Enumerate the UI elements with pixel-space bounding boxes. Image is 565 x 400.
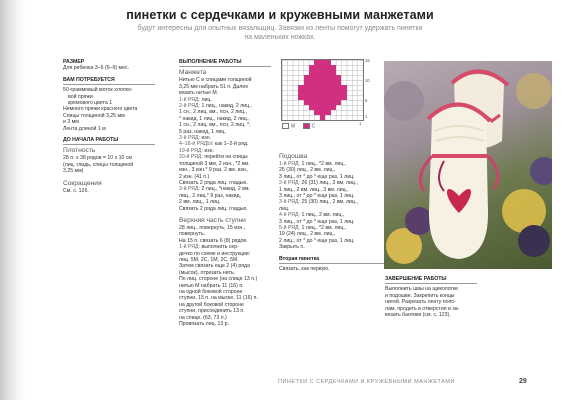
divider (63, 84, 155, 85)
work-heading: ВЫПОЛНЕНИЕ РАБОТЫ (179, 59, 242, 65)
upper-line: на одной боковой стороне (179, 289, 243, 295)
cuff-line: 2-й РЯД: 1 лиц., накид, 2 лиц., (179, 103, 252, 110)
chart-cell (320, 115, 325, 120)
upper-line: На 15 п. связать 6 (8) рядов. (179, 237, 248, 244)
divider (63, 144, 155, 145)
cuff-line: Нитью С и спицами толщиной (179, 77, 252, 84)
abbr-text: См. с. 126. (63, 187, 89, 194)
sole-line: 2-й РЯД: 26 (31) лиц., 2 вм. лиц., (279, 180, 358, 187)
page-subtitle (115, 24, 445, 42)
sole-title: Подошва (279, 153, 308, 160)
cuff-line: 1 сн., 2 лиц. вм., псн, 2 лиц., (179, 109, 248, 116)
cuff-line: 3-й РЯД: 2 лиц., *накид, 2 вм. (179, 186, 250, 193)
divider (385, 283, 477, 284)
sole-line: 25 (30) лиц., 2 вм. лиц., (279, 167, 336, 174)
finish-instructions (385, 286, 545, 318)
cuff-line: 1-й РЯД: лиц. (179, 96, 212, 103)
page-gutter (0, 0, 26, 400)
cuff-line: 2 изн. (41 п.) (179, 173, 210, 180)
heart-chart (281, 59, 364, 121)
materials-line: Немного пряжи красного цвета (63, 106, 138, 113)
density-line: 3,25 мм) (63, 168, 84, 175)
cuff-line: Связать 2 ряда лиц. гладью. (179, 179, 248, 186)
chart-legend (282, 123, 315, 129)
sole-line: 2 лиц., от * до * еще раз, 1 лиц. (279, 237, 355, 244)
chart-cell (341, 95, 346, 100)
upper-line: ступни, присоединить 13 п. (179, 308, 245, 315)
cuff-line: лиц., 2 лиц.* 9 раз, накид, (179, 192, 242, 199)
subtitle-line: на маленьких ножках. (244, 34, 316, 41)
finish-line: нитей. Разрезать ленту попо- (385, 299, 456, 306)
materials-line: вой пряжи (68, 93, 93, 100)
upper-line: дечко по схеме и инструкции: (179, 250, 251, 257)
column-instructions (179, 59, 275, 327)
legend-label-c: С (311, 123, 316, 130)
finish-line: вязать бантики (см. с. 123). (385, 312, 451, 319)
divider (279, 263, 399, 264)
upper-line: на другой боковой стороне (179, 301, 244, 308)
sole-line: 5-й РЯД: 1 лиц., *2 вм. лиц., (279, 225, 347, 232)
chart-cell (325, 110, 330, 115)
page-number: 29 (519, 378, 527, 385)
chart-cell (336, 100, 341, 105)
divider (179, 66, 271, 67)
second-bootie-text: Связать, как первую. (279, 266, 330, 273)
legend-swatch-m (282, 123, 289, 129)
sole-line: 1-й РЯД: 1 лиц., *2 вм. лиц., (279, 161, 347, 167)
column-size-materials (63, 59, 161, 194)
booties-photo (384, 61, 552, 269)
size-heading: РАЗМЕР (63, 59, 85, 65)
cuff-line: 5 раз, накид, 1 лиц. (179, 128, 226, 135)
footer-title: ПИНЕТКИ С СЕРДЕЧКАМИ И КРУЖЕВНЫМИ МАНЖЕТАМИ (278, 379, 455, 385)
cuff-line: * накид, 1 лиц., накид, 2 лиц., (179, 115, 250, 122)
booties-illustration (384, 61, 552, 269)
upper-line: По лиц. стороне (на спице 13 п.) (179, 276, 258, 283)
finish-line: лам, продеть в отверстия и за- (385, 305, 460, 312)
upper-title: Верхняя часть ступни (179, 216, 246, 224)
sole-instructions (279, 161, 379, 251)
sole-line: 3 лиц., от * до * еще раз, 1 лиц. (279, 193, 355, 200)
upper-line: повернуть. (179, 231, 206, 238)
cuff-instructions (179, 77, 275, 212)
sole-line: 1 лиц., 2 вм. лиц., 3 вм. лиц., (279, 186, 349, 193)
sole-line: 19 (24) лиц., 2 вм. лиц., (279, 231, 336, 238)
materials-line: Спицы толщиной 3,25 мм (63, 112, 125, 119)
column-finishing (385, 276, 545, 318)
cuff-line: толщиной 3 мм, 2 изн., *2 вм. (179, 160, 250, 167)
finish-line: и подошве. Закрепить концы (385, 292, 455, 299)
upper-line: Затем связать еще 2 (4) ряда (179, 263, 250, 270)
density-line: 28 п. х 38 рядов = 10 х 10 см (63, 155, 132, 162)
subtitle-line: будут интересны для опытных вязальщиц. Завязки из ленты помогут удержать пинетки (137, 25, 423, 32)
sole-line: Закрыть п. (279, 244, 305, 251)
legend-label-m: М (291, 123, 296, 130)
sole-line: 3 лиц., от * до * еще раз, 1 лиц. (279, 218, 355, 225)
cuff-line: 3,25 мм набрать 51 п. Далее (179, 83, 249, 90)
legend-swatch-c (303, 123, 310, 129)
upper-line: Провязать лиц. 13 р. (179, 321, 229, 328)
chart-row-label: 10 (365, 78, 370, 83)
materials-line: Лента длиной 1 м (63, 125, 106, 132)
sole-line: 3 лиц., от * до * еще раз, 1 лиц. (279, 173, 355, 180)
cuff-line: 1 сн., 2 лиц. вм., псн, 2 лиц. *; (179, 122, 251, 129)
cuff-line: изн., 3 изн.* 9 раз, 2 вм. изн., (179, 167, 249, 174)
second-bootie-title: Вторая пинетка (279, 255, 320, 262)
materials-line: 50-граммовый моток хлопко- (63, 87, 133, 94)
chart-col-label: 1 (359, 121, 362, 126)
upper-line: на спице. (63, 73 п.) (179, 314, 227, 321)
cuff-line: Связать 2 ряда лиц. гладью. (179, 205, 248, 212)
density-line: (лиц. гладь, спицы толщиной (63, 161, 134, 168)
abbr-title: Сокращения (63, 179, 102, 187)
finish-line: Выполнить швы на щиколотке (385, 286, 459, 293)
upper-line: 1-й РЯД: выполнить сер- (179, 244, 239, 251)
chart-cell (331, 105, 336, 110)
upper-line: 28 лиц., повернуть, 15 изн., (179, 224, 246, 231)
materials-heading: ВАМ ПОТРЕБУЕТСЯ (63, 76, 115, 83)
chart-row-label: 15 (365, 58, 370, 63)
chart-row-label: 5 (365, 98, 368, 103)
upper-line: (мысок), отрезать нить. (179, 269, 236, 276)
materials-line: и 3 мм (63, 119, 79, 126)
sole-line: лиц. (279, 205, 290, 212)
materials-line: кремового цвета 1 (68, 100, 113, 107)
density-title: Плотность (63, 147, 96, 155)
sole-line: 4-й РЯД: 1 лиц., 2 вм. лиц., (279, 212, 345, 219)
upper-instructions (179, 225, 275, 328)
cuff-title: Манжета (179, 69, 207, 77)
cuff-line: 3-й РЯД: изн. (179, 135, 212, 142)
column-sole (279, 151, 379, 273)
sole-line: 3-й РЯД: 25 (30) лиц., 2 вм. лиц., (279, 199, 358, 206)
before-heading: ДО НАЧАЛА РАБОТЫ (63, 137, 119, 144)
page-title: пинетки с сердечками и кружевными манжетами (126, 8, 434, 22)
size-text: Для ребенка 3–6 (6–9) мес. (63, 65, 130, 72)
finish-heading: ЗАВЕРШЕНИЕ РАБОТЫ (385, 276, 447, 282)
cuff-line: 2 вм. лиц., 1 лиц. (179, 199, 221, 206)
cuff-line: 20-й РЯД: перейти на спицы (179, 154, 248, 161)
cuff-line: 19-й РЯД: изн. (179, 147, 214, 154)
chart-row-label: 1 (365, 114, 368, 119)
cuff-line: 4–18-й РЯДЫ: как 1–2-й ряд. (179, 141, 249, 148)
upper-line: ступни, 15 п. на мыске, 11 (16) п. (179, 295, 258, 302)
cuff-line: вязать нитью М. (179, 90, 219, 97)
upper-line: нитью М набрать 11 (16) п. (179, 282, 244, 289)
upper-line: лиц. 5М, 2С, 1М, 2С, 5М. (179, 256, 239, 263)
